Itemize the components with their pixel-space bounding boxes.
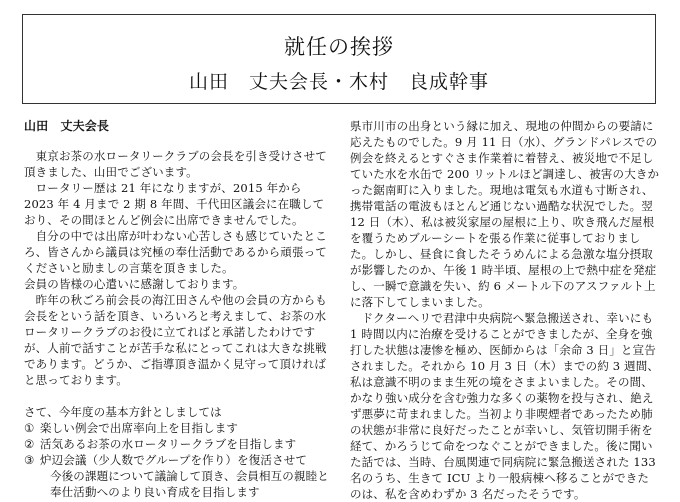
paragraph-gap	[24, 388, 330, 404]
list-number: ②	[24, 437, 35, 451]
paragraph: ロータリー歴は 21 年になりますが、2015 年から 2023 年 4 月まで 2 期 8 年間、千代田区議会に在職しており、その間ほとんど例会に出席できませんでした。	[24, 181, 325, 227]
paragraph: 東京お茶の水ロータリークラブの会長を引き受けさせて頂きました、山田でございます。	[24, 149, 327, 179]
list-text: 活気あるお茶の水ロータリークラブを目指します	[40, 437, 297, 451]
right-column	[350, 118, 660, 502]
paragraph: 昨年の秋ごろ前会長の海江田さんや他の会員の方からも会長をという話を頂き、いろいろと考えまして、お茶の水ロータリークラブのお役に立てればと承諾したわけですが、人前で話すことが苦手な私にとってこれは大きな挑戦であります。どうか、ご指導頂き温かく見守って頂ければと思っております。	[24, 293, 327, 387]
page-subtitle: 山田 丈夫会長・木村 良成幹事	[188, 71, 489, 93]
list-number: ③	[24, 453, 35, 467]
list-text: 楽しい例会で出席率向上を目指します	[40, 421, 239, 435]
left-column	[24, 118, 330, 500]
section-heading: 山田 丈夫会長	[24, 119, 110, 133]
paragraph: 県市川市の出身という縁に加え、現地の仲間からの要請に応えたものでした。9 月 11 日（水）、グランドパレスでの例会を終えるとすぐさま作業着に着替え、被災地で不足していた水を水缶で 200 リットルほど調達し、被害の大きかった鋸南町に入りました。現地は電気も水道も寸断され、携帯電話の電波もほとんど通じない過酷な状況でした。翌 12 日（木）、私は被災家屋の屋根に上り、吹き飛んだ屋根を覆うためブルーシートを張る作業に従事しておりました。しかし、昼食に食したそうめんによる急激な塩分摂取が影響したのか、午後 1 時半頃、屋根の上で熱中症を発症し、一瞬で意識を失い、約 6 メートル下のアスファルト上に落下してしまいました。	[350, 119, 660, 309]
title-box	[22, 14, 656, 104]
list-continuation: 今後の課題について議論して頂き、会員相互の親睦と奉仕活動へのより良い育成を目指します	[50, 469, 329, 499]
paragraph: 会員の皆様の心遣いに感謝しております。	[24, 277, 245, 291]
list-text: 炉辺会議（少人数でグループを作り）を復活させて	[40, 453, 308, 467]
list-item	[24, 452, 330, 468]
page-title: 就任の挨拶	[284, 35, 394, 59]
paragraph: さて、今年度の基本方針としましては	[24, 405, 222, 419]
paragraph: ドクターヘリで君津中央病院へ緊急搬送され、幸いにも 1 時間以内に治療を受けることができましたが、全身を強打した状態は凄惨を極め、医師からは「余命 3 日」と宣告されました。それから 10 月 3 日（木）までの約 3 週間、私は意識不明のまま生死の境をさまよいました。その間、かなり強い成分を含む強力な多くの薬物を投与され、絶えず悪夢に苛まれました。当初より非喫煙者であったため肺の状態が非常に良好だったことが幸いし、気管切開手術を経て、かろうじて命をつなぐことができました。後に聞いた話では、当時、台風関連で同病院に緊急搬送された 133 名のうち、生きて ICU より一般病棟へ移ることができたのは、私を含めわずか 3 名だったそうです。	[350, 311, 659, 501]
paragraph: 自分の中では出席が叶わない心苦しさも感じていたところ、皆さんから議員は究極の奉仕活動であるから頑張ってくださいと励ましの言葉を頂きました。	[24, 229, 327, 275]
list-number: ①	[24, 421, 35, 435]
list-item	[24, 420, 330, 436]
